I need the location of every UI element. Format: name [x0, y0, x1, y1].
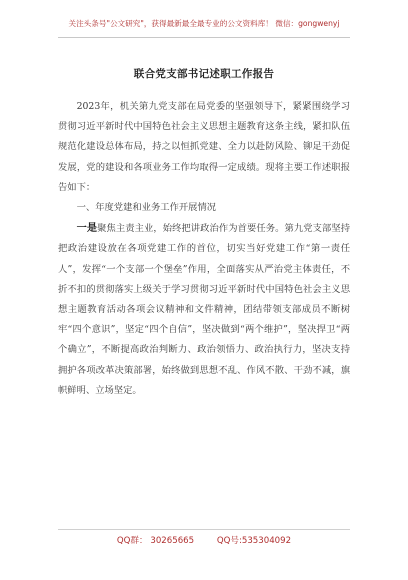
paragraph-1-lead: 一是 [76, 222, 98, 235]
header-banner: 关注头条号"公文研究"，获得最新最全最专业的公文资料库！ 微信：gongwenyj [68, 19, 340, 28]
footer-qq-group: QQ群： 30265665 [116, 536, 195, 546]
document-body [58, 97, 350, 401]
section-heading: 一、年度党建和业务工作开展情况 [76, 202, 217, 214]
footer-divider [58, 529, 350, 530]
paragraph-1 [58, 218, 350, 401]
paragraph-1-text: 聚焦主责主业，始终把讲政治作为首要任务。第九党支部坚持把政治建设放在各项党建工作的首位，切实当好党建工作“第一责任人”，发挥“一个支部一个堡垒”作用，全面落实从严治党主体责任，不折不扣的贯彻落实上级关于学习贯彻习近平新时代中国特色社会主义思想主题教育活动各项会议精神和文件精神，团结带领支部成员不断树牢“四个意识”，坚定“四个自信”，坚决做到“两个维护”，坚决捍卫“两个确立”，不断提高政治判断力、政治领悟力、政治执行力，坚决支持拥护各项改革决策部署，始终做到思想不乱、作风不散、干劲不减，旗帜鲜明、立场坚定。 [58, 223, 350, 396]
header-divider [58, 37, 350, 38]
footer [58, 534, 350, 546]
document-title: 联合党支部书记述职工作报告 [133, 68, 275, 80]
footer-qq-number: QQ号:535304092 [216, 536, 292, 546]
intro-paragraph: 2023年，机关第九党支部在局党委的坚强领导下，紧紧围绕学习贯彻习近平新时代中国特色社会主义思想主题教育这条主线，紧扣队伍规范化建设总体布局，持之以恒抓党建、全力以赴防风险、铆足干劲促发展，党的建设和各项业务工作均取得一定成绩。现将主要工作述职报告如下： [58, 101, 350, 193]
